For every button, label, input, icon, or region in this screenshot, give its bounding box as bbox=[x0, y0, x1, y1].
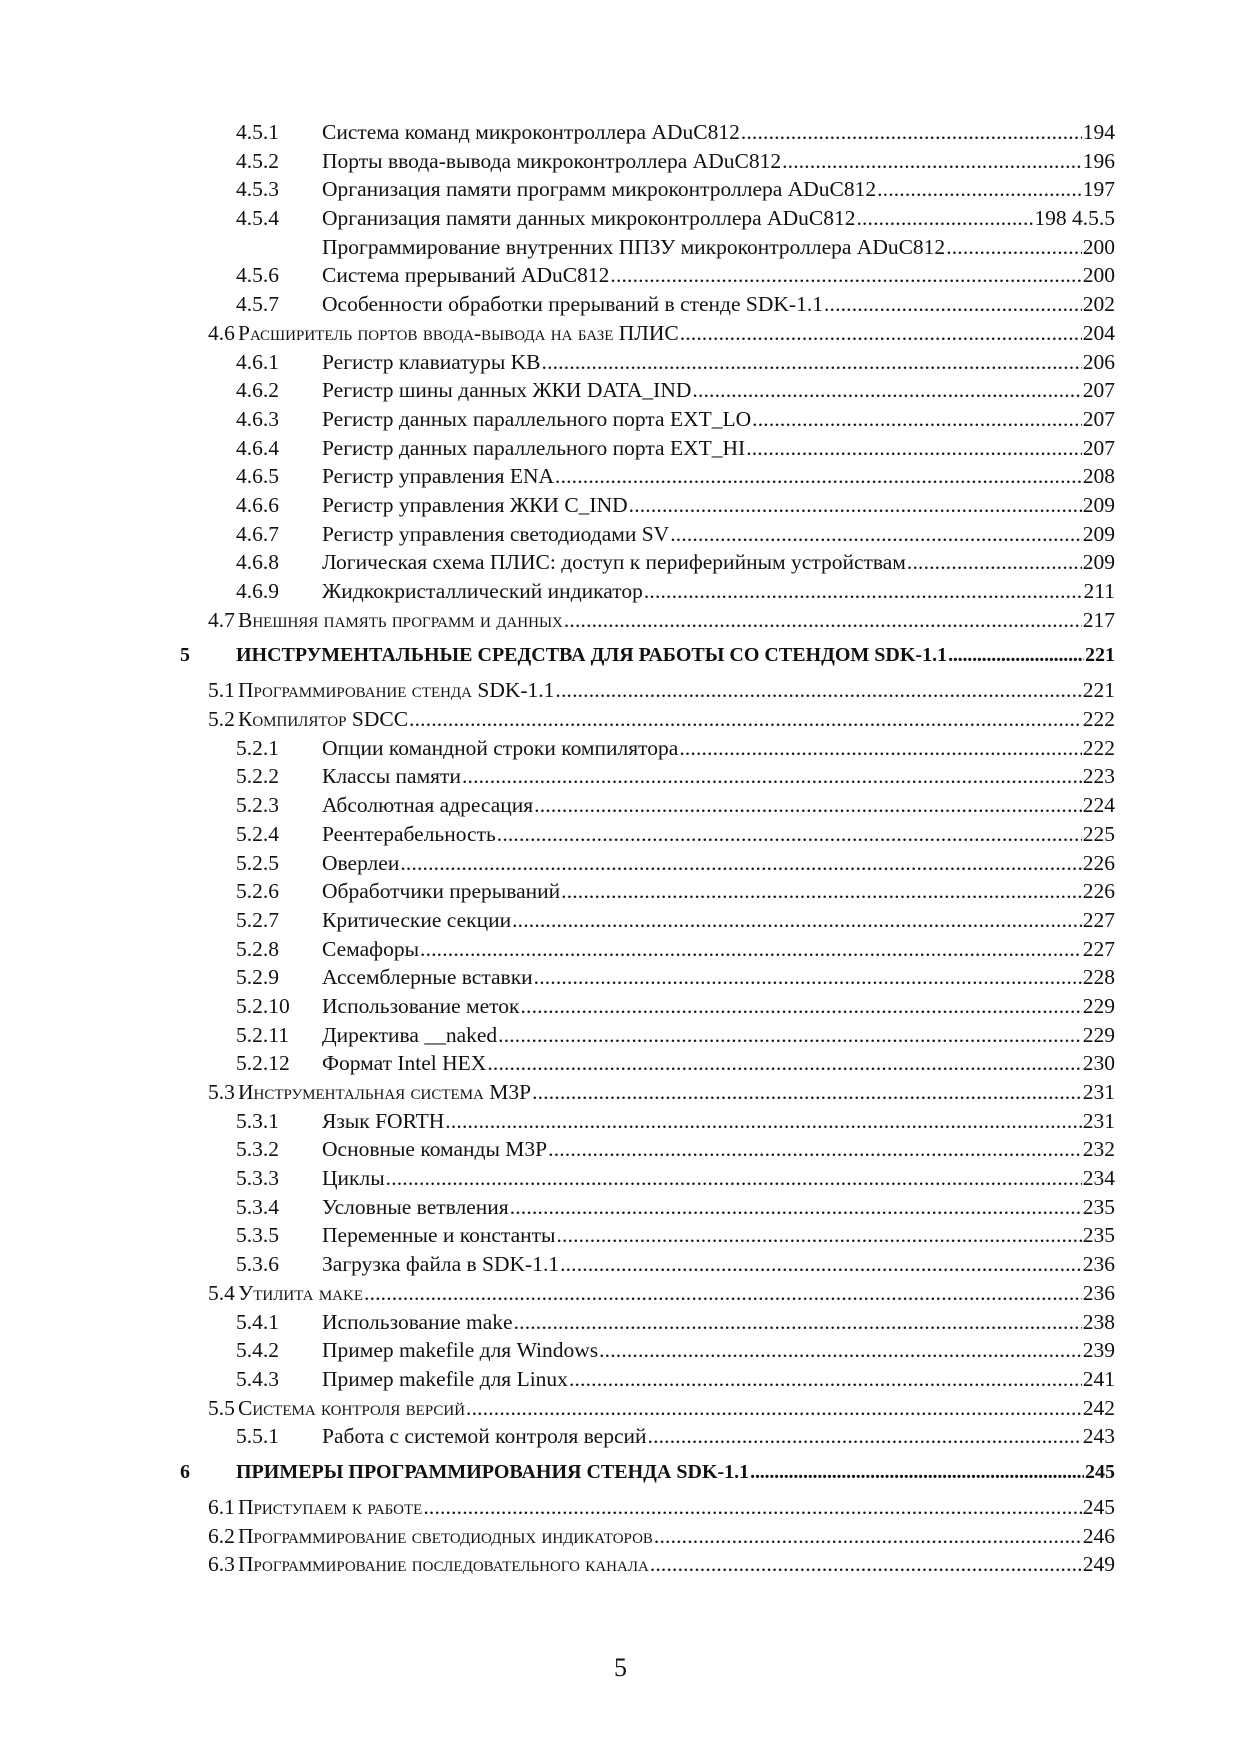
toc-entry-page: 196 bbox=[1082, 148, 1115, 173]
toc-entry-number: 5.2.2 bbox=[236, 764, 279, 789]
toc-entry-number: 5.3.4 bbox=[236, 1194, 279, 1219]
toc-entry-title: Язык FORTH bbox=[322, 1108, 445, 1133]
toc-entry[interactable] bbox=[0, 434, 1241, 463]
toc-entry-number: 5.2.4 bbox=[236, 821, 279, 846]
dot-leader bbox=[629, 491, 1082, 520]
toc-entry-number: 5.5 bbox=[208, 1395, 235, 1420]
dot-leader bbox=[599, 1336, 1082, 1365]
toc-entry-page: 227 bbox=[1082, 907, 1115, 932]
toc-entry-title: Внешняя память программ и данных bbox=[238, 607, 563, 632]
toc-entry-title: Программирование внутренних ППЗУ микроконтроллера ADuC812 bbox=[322, 234, 946, 259]
toc-entry-title: Оверлеи bbox=[322, 850, 400, 875]
toc-entry-page: 223 bbox=[1082, 764, 1115, 789]
page-number: 5 bbox=[614, 1653, 627, 1682]
toc-entry-title: Организация памяти данных микроконтроллера ADuC812 bbox=[322, 206, 856, 231]
dot-leader bbox=[555, 676, 1081, 705]
toc-entry-number: 4.5.6 bbox=[236, 263, 279, 288]
dot-leader bbox=[466, 1394, 1082, 1423]
toc-entry[interactable] bbox=[0, 261, 1241, 290]
toc-entry[interactable] bbox=[0, 1250, 1241, 1279]
toc-entry-number: 5.4 bbox=[208, 1280, 235, 1305]
toc-entry[interactable] bbox=[0, 175, 1241, 204]
toc-entry-title: Загрузка файла в SDK-1.1 bbox=[322, 1252, 560, 1277]
toc-entry-page: 229 bbox=[1082, 993, 1115, 1018]
toc-entry-title: Логическая схема ПЛИС: доступ к периферийным устройствам bbox=[322, 550, 906, 575]
toc-entry[interactable] bbox=[0, 376, 1241, 405]
toc-entry-number: 6.1 bbox=[208, 1494, 235, 1519]
toc-entry[interactable] bbox=[0, 233, 1241, 262]
dot-leader bbox=[400, 849, 1081, 878]
toc-entry[interactable] bbox=[0, 290, 1241, 319]
dot-leader bbox=[750, 1451, 1084, 1493]
toc-entry[interactable] bbox=[0, 849, 1241, 878]
dot-leader bbox=[364, 1279, 1082, 1308]
toc-entry-number: 5 bbox=[180, 644, 190, 667]
toc-entry-page: 243 bbox=[1082, 1424, 1115, 1449]
toc-entry-title: Компилятор SDCC bbox=[238, 707, 409, 732]
toc-entry-number: 4.6 bbox=[208, 320, 235, 345]
toc-entry-number: 5.2.8 bbox=[236, 936, 279, 961]
toc-entry-title: ИНСТРУМЕНТАЛЬНЫЕ СРЕДСТВА ДЛЯ РАБОТЫ СО СТЕНДОМ SDK-1.1 bbox=[236, 644, 948, 667]
dot-leader bbox=[542, 348, 1082, 377]
dot-leader bbox=[514, 1308, 1082, 1337]
dot-leader bbox=[510, 1193, 1082, 1222]
toc-entry[interactable] bbox=[0, 1193, 1241, 1222]
toc-entry-page: 245 bbox=[1082, 1494, 1115, 1519]
toc-entry-page: 236 bbox=[1082, 1280, 1115, 1305]
table-of-contents bbox=[0, 118, 1241, 1579]
toc-entry[interactable] bbox=[0, 348, 1241, 377]
toc-entry[interactable] bbox=[0, 1107, 1241, 1136]
dot-leader bbox=[569, 1365, 1082, 1394]
toc-entry-number: 4.5.4 bbox=[236, 206, 279, 231]
toc-entry[interactable] bbox=[0, 606, 1241, 635]
toc-entry-title: Инструментальная система M3P bbox=[238, 1080, 532, 1104]
toc-entry-number: 5.2.9 bbox=[236, 965, 279, 990]
toc-entry-title: Программирование стенда SDK-1.1 bbox=[238, 678, 555, 703]
toc-entry-number: 6 bbox=[180, 1460, 190, 1483]
toc-entry-title: Регистр шины данных ЖКИ DATA_IND bbox=[322, 378, 692, 403]
toc-entry-title: Регистр управления светодиодами SV bbox=[322, 521, 670, 546]
toc-entry-title: Классы памяти bbox=[322, 764, 461, 789]
toc-entry-number: 4.6.8 bbox=[236, 550, 279, 575]
toc-entry-number: 4.5.7 bbox=[236, 292, 279, 317]
toc-entry-number: 4.6.4 bbox=[236, 435, 279, 460]
toc-entry-page: 230 bbox=[1082, 1051, 1115, 1076]
toc-entry-number: 5.2.11 bbox=[236, 1022, 289, 1047]
toc-entry-title: Программирование последовательного канала bbox=[238, 1552, 649, 1577]
toc-entry[interactable] bbox=[0, 676, 1241, 705]
dot-leader bbox=[654, 1522, 1082, 1551]
toc-entry-title: Система прерываний ADuC812 bbox=[322, 263, 610, 288]
toc-entry-page: 204 bbox=[1082, 320, 1115, 345]
dot-leader bbox=[824, 290, 1082, 319]
toc-entry-number: 5.4.2 bbox=[236, 1338, 279, 1363]
dot-leader bbox=[856, 204, 1033, 233]
toc-entry-title: Использование make bbox=[322, 1309, 513, 1334]
toc-entry[interactable] bbox=[0, 634, 1241, 676]
toc-entry-title: Основные команды M3P bbox=[322, 1137, 548, 1162]
toc-entry-number: 4.6.6 bbox=[236, 492, 279, 517]
dot-leader bbox=[648, 1422, 1082, 1451]
toc-entry-number: 5.2.12 bbox=[236, 1051, 290, 1076]
toc-entry[interactable] bbox=[0, 820, 1241, 849]
toc-entry-title: Регистр клавиатуры KB bbox=[322, 349, 541, 374]
toc-entry[interactable] bbox=[0, 734, 1241, 763]
toc-entry-number: 5.5.1 bbox=[236, 1424, 279, 1449]
toc-entry-page: 238 bbox=[1082, 1309, 1115, 1334]
toc-entry-number: 4.6.2 bbox=[236, 378, 279, 403]
toc-entry-page: 222 bbox=[1082, 735, 1115, 760]
toc-entry[interactable] bbox=[0, 405, 1241, 434]
toc-entry[interactable] bbox=[0, 1078, 1241, 1107]
toc-entry[interactable] bbox=[0, 1221, 1241, 1250]
toc-entry-page: 200 bbox=[1082, 263, 1115, 288]
toc-entry-page: 198 4.5.5 bbox=[1034, 206, 1115, 231]
toc-entry-page: 217 bbox=[1082, 607, 1115, 632]
toc-entry-page: 229 bbox=[1082, 1022, 1115, 1047]
toc-entry-title: Использование меток bbox=[322, 993, 520, 1018]
dot-leader bbox=[532, 1078, 1082, 1107]
toc-entry[interactable] bbox=[0, 577, 1241, 606]
toc-entry-number: 4.5.1 bbox=[236, 120, 279, 144]
dot-leader bbox=[423, 1493, 1081, 1522]
toc-entry-title: Семафоры bbox=[322, 936, 420, 961]
toc-entry-page: 232 bbox=[1082, 1137, 1115, 1162]
toc-entry-title: Абсолютная адресация bbox=[322, 793, 534, 818]
toc-entry-page: 231 bbox=[1082, 1108, 1115, 1133]
toc-entry-number: 4.5.3 bbox=[236, 177, 279, 202]
toc-entry-page: 207 bbox=[1082, 378, 1115, 403]
dot-leader bbox=[746, 434, 1082, 463]
toc-entry-title: Особенности обработки прерываний в стенде SDK-1.1 bbox=[322, 292, 823, 317]
toc-entry-number: 5.4.1 bbox=[236, 1309, 279, 1334]
toc-entry-page: 224 bbox=[1082, 793, 1115, 818]
toc-entry[interactable] bbox=[0, 491, 1241, 520]
toc-entry-page: 242 bbox=[1082, 1395, 1115, 1420]
toc-entry-title: Ассемблерные вставки bbox=[322, 965, 533, 990]
dot-leader bbox=[561, 877, 1082, 906]
toc-entry[interactable] bbox=[0, 548, 1241, 577]
toc-entry-number: 5.2.7 bbox=[236, 907, 279, 932]
toc-entry-title: Критические секции bbox=[322, 907, 512, 932]
toc-entry-page: 197 bbox=[1082, 177, 1115, 202]
toc-entry[interactable] bbox=[0, 935, 1241, 964]
toc-entry-number: 5.3.5 bbox=[236, 1223, 279, 1248]
dot-leader bbox=[877, 175, 1082, 204]
toc-entry-title: Расширитель портов ввода-вывода на базе ПЛИС bbox=[238, 320, 679, 345]
toc-entry-title: Приступаем к работе bbox=[238, 1494, 423, 1519]
toc-entry[interactable] bbox=[0, 906, 1241, 935]
toc-entry-number: 4.6.7 bbox=[236, 521, 279, 546]
toc-entry-page: 209 bbox=[1082, 492, 1115, 517]
toc-entry-page: 194 bbox=[1082, 120, 1115, 144]
toc-entry[interactable] bbox=[0, 1308, 1241, 1337]
toc-entry[interactable] bbox=[0, 791, 1241, 820]
toc-entry-page: 246 bbox=[1082, 1523, 1115, 1548]
toc-entry[interactable] bbox=[0, 1451, 1241, 1493]
toc-entry[interactable] bbox=[0, 147, 1241, 176]
toc-entry-page: 231 bbox=[1082, 1080, 1115, 1104]
toc-entry-number: 5.3.6 bbox=[236, 1252, 279, 1277]
toc-entry-number: 5.3 bbox=[208, 1080, 235, 1104]
toc-entry-number: 4.6.9 bbox=[236, 579, 279, 603]
toc-entry[interactable] bbox=[0, 877, 1241, 906]
toc-entry-page: 222 bbox=[1082, 707, 1115, 732]
toc-entry-page: 209 bbox=[1082, 550, 1115, 575]
dot-leader bbox=[644, 577, 1083, 606]
dot-leader bbox=[487, 1049, 1081, 1078]
toc-entry[interactable] bbox=[0, 1135, 1241, 1164]
dot-leader bbox=[650, 1550, 1082, 1579]
toc-entry-page: 236 bbox=[1082, 1252, 1115, 1277]
dot-leader bbox=[741, 118, 1082, 147]
toc-entry[interactable] bbox=[0, 1365, 1241, 1394]
dot-leader bbox=[498, 1021, 1082, 1050]
toc-entry-title: Обработчики прерываний bbox=[322, 879, 561, 904]
toc-entry-page: 209 bbox=[1082, 521, 1115, 546]
dot-leader bbox=[534, 791, 1082, 820]
toc-entry-number: 5.2.5 bbox=[236, 850, 279, 875]
toc-entry[interactable] bbox=[0, 1164, 1241, 1193]
toc-entry-page: 226 bbox=[1082, 879, 1115, 904]
toc-entry[interactable] bbox=[0, 1394, 1241, 1423]
toc-entry-number: 5.1 bbox=[208, 678, 235, 703]
toc-entry-page: 241 bbox=[1082, 1366, 1115, 1391]
dot-leader bbox=[534, 963, 1082, 992]
toc-entry-number: 4.6.5 bbox=[236, 464, 279, 489]
toc-entry-page: 235 bbox=[1082, 1194, 1115, 1219]
dot-leader bbox=[948, 634, 1084, 676]
toc-entry-page: 228 bbox=[1082, 965, 1115, 990]
toc-entry-page: 207 bbox=[1082, 435, 1115, 460]
toc-entry-number: 5.2.1 bbox=[236, 735, 279, 760]
toc-entry-title: Реентерабельность bbox=[322, 821, 496, 846]
toc-entry-page: 245 bbox=[1085, 1460, 1115, 1483]
toc-entry[interactable] bbox=[0, 204, 1241, 233]
toc-entry-title: Работа с системой контроля версий bbox=[322, 1424, 647, 1449]
dot-leader bbox=[946, 233, 1082, 262]
dot-leader bbox=[555, 462, 1082, 491]
toc-entry-number: 6.2 bbox=[208, 1523, 235, 1548]
toc-entry[interactable] bbox=[0, 705, 1241, 734]
toc-entry[interactable] bbox=[0, 1336, 1241, 1365]
toc-entry[interactable] bbox=[0, 1522, 1241, 1551]
toc-entry-title: Жидкокристаллический индикатор bbox=[322, 579, 643, 603]
dot-leader bbox=[670, 520, 1082, 549]
toc-entry-title: Условные ветвления bbox=[322, 1194, 509, 1219]
toc-entry-title: Циклы bbox=[322, 1166, 385, 1191]
toc-entry[interactable] bbox=[0, 1422, 1241, 1451]
dot-leader bbox=[680, 319, 1082, 348]
toc-entry-page: 221 bbox=[1082, 678, 1115, 703]
toc-entry-title: Формат Intel HEX bbox=[322, 1051, 487, 1076]
toc-entry-number: 5.2.10 bbox=[236, 993, 290, 1018]
toc-entry-number: 5.3.2 bbox=[236, 1137, 279, 1162]
dot-leader bbox=[521, 992, 1082, 1021]
dot-leader bbox=[445, 1107, 1081, 1136]
toc-entry-number: 5.2 bbox=[208, 707, 235, 732]
toc-entry-page: 239 bbox=[1082, 1338, 1115, 1363]
toc-entry-title: Организация памяти программ микроконтроллера ADuC812 bbox=[322, 177, 877, 202]
dot-leader bbox=[497, 820, 1082, 849]
toc-entry-title: Регистр данных параллельного порта EXT_LO bbox=[322, 406, 752, 431]
toc-entry-page: 225 bbox=[1082, 821, 1115, 846]
toc-entry[interactable] bbox=[0, 520, 1241, 549]
dot-leader bbox=[420, 935, 1082, 964]
toc-entry[interactable] bbox=[0, 118, 1241, 147]
toc-entry-page: 234 bbox=[1082, 1166, 1115, 1191]
toc-entry-page: 211 bbox=[1083, 579, 1115, 603]
toc-entry-page: 226 bbox=[1082, 850, 1115, 875]
toc-entry-page: 227 bbox=[1082, 936, 1115, 961]
toc-entry[interactable] bbox=[0, 462, 1241, 491]
toc-entry-page: 221 bbox=[1085, 644, 1115, 667]
toc-entry[interactable] bbox=[0, 963, 1241, 992]
toc-entry-title: Порты ввода-вывода микроконтроллера ADuC812 bbox=[322, 148, 782, 173]
toc-entry-title: Система контроля версий bbox=[238, 1395, 466, 1420]
toc-entry-page: 249 bbox=[1082, 1552, 1115, 1577]
dot-leader bbox=[548, 1135, 1082, 1164]
toc-entry-page: 235 bbox=[1082, 1223, 1115, 1248]
toc-entry[interactable] bbox=[0, 1279, 1241, 1308]
toc-entry[interactable] bbox=[0, 1021, 1241, 1050]
toc-entry-title: Регистр управления ЖКИ C_IND bbox=[322, 492, 628, 517]
dot-leader bbox=[409, 705, 1082, 734]
toc-entry-title: Программирование светодиодных индикаторов bbox=[238, 1523, 653, 1548]
toc-entry-number: 5.4.3 bbox=[236, 1366, 279, 1391]
toc-entry-number: 6.3 bbox=[208, 1552, 235, 1577]
toc-entry-page: 208 bbox=[1082, 464, 1115, 489]
toc-entry[interactable] bbox=[0, 762, 1241, 791]
toc-entry[interactable] bbox=[0, 1550, 1241, 1579]
toc-entry-page: 206 bbox=[1082, 349, 1115, 374]
toc-entry-title: Регистр данных параллельного порта EXT_HI bbox=[322, 435, 746, 460]
toc-entry-number: 4.6.1 bbox=[236, 349, 279, 374]
dot-leader bbox=[512, 906, 1082, 935]
toc-entry-title: Регистр управления ENA bbox=[322, 464, 555, 489]
toc-entry-title: Директива __naked bbox=[322, 1022, 498, 1047]
toc-entry-title: Переменные и константы bbox=[322, 1223, 556, 1248]
dot-leader bbox=[610, 261, 1081, 290]
toc-entry-page: 207 bbox=[1082, 406, 1115, 431]
toc-entry[interactable] bbox=[0, 319, 1241, 348]
toc-entry-number: 5.3.3 bbox=[236, 1166, 279, 1191]
dot-leader bbox=[907, 548, 1082, 577]
toc-entry[interactable] bbox=[0, 992, 1241, 1021]
dot-leader bbox=[752, 405, 1082, 434]
toc-entry-title: Пример makefile для Linux bbox=[322, 1366, 568, 1391]
toc-entry-title: Пример makefile для Windows bbox=[322, 1338, 599, 1363]
dot-leader bbox=[556, 1221, 1081, 1250]
toc-entry-number: 4.7 bbox=[208, 607, 235, 632]
toc-entry-number: 5.2.3 bbox=[236, 793, 279, 818]
dot-leader bbox=[679, 734, 1081, 763]
toc-entry-title: ПРИМЕРЫ ПРОГРАММИРОВАНИЯ СТЕНДА SDK-1.1 bbox=[236, 1460, 750, 1483]
dot-leader bbox=[782, 147, 1082, 176]
toc-entry-number: 4.6.3 bbox=[236, 406, 279, 431]
toc-entry[interactable] bbox=[0, 1049, 1241, 1078]
toc-entry-title: Утилита make bbox=[238, 1280, 364, 1305]
toc-entry-page: 202 bbox=[1082, 292, 1115, 317]
toc-entry[interactable] bbox=[0, 1493, 1241, 1522]
dot-leader bbox=[462, 762, 1082, 791]
dot-leader bbox=[692, 376, 1081, 405]
toc-entry-title: Опции командной строки компилятора bbox=[322, 735, 679, 760]
dot-leader bbox=[564, 606, 1082, 635]
dot-leader bbox=[560, 1250, 1082, 1279]
toc-entry-number: 5.3.1 bbox=[236, 1108, 279, 1133]
toc-entry-number: 5.2.6 bbox=[236, 879, 279, 904]
dot-leader bbox=[386, 1164, 1082, 1193]
toc-entry-number: 4.5.2 bbox=[236, 148, 279, 173]
toc-entry-page: 200 bbox=[1082, 234, 1115, 259]
toc-entry-title: Система команд микроконтроллера ADuC812 bbox=[322, 120, 740, 144]
